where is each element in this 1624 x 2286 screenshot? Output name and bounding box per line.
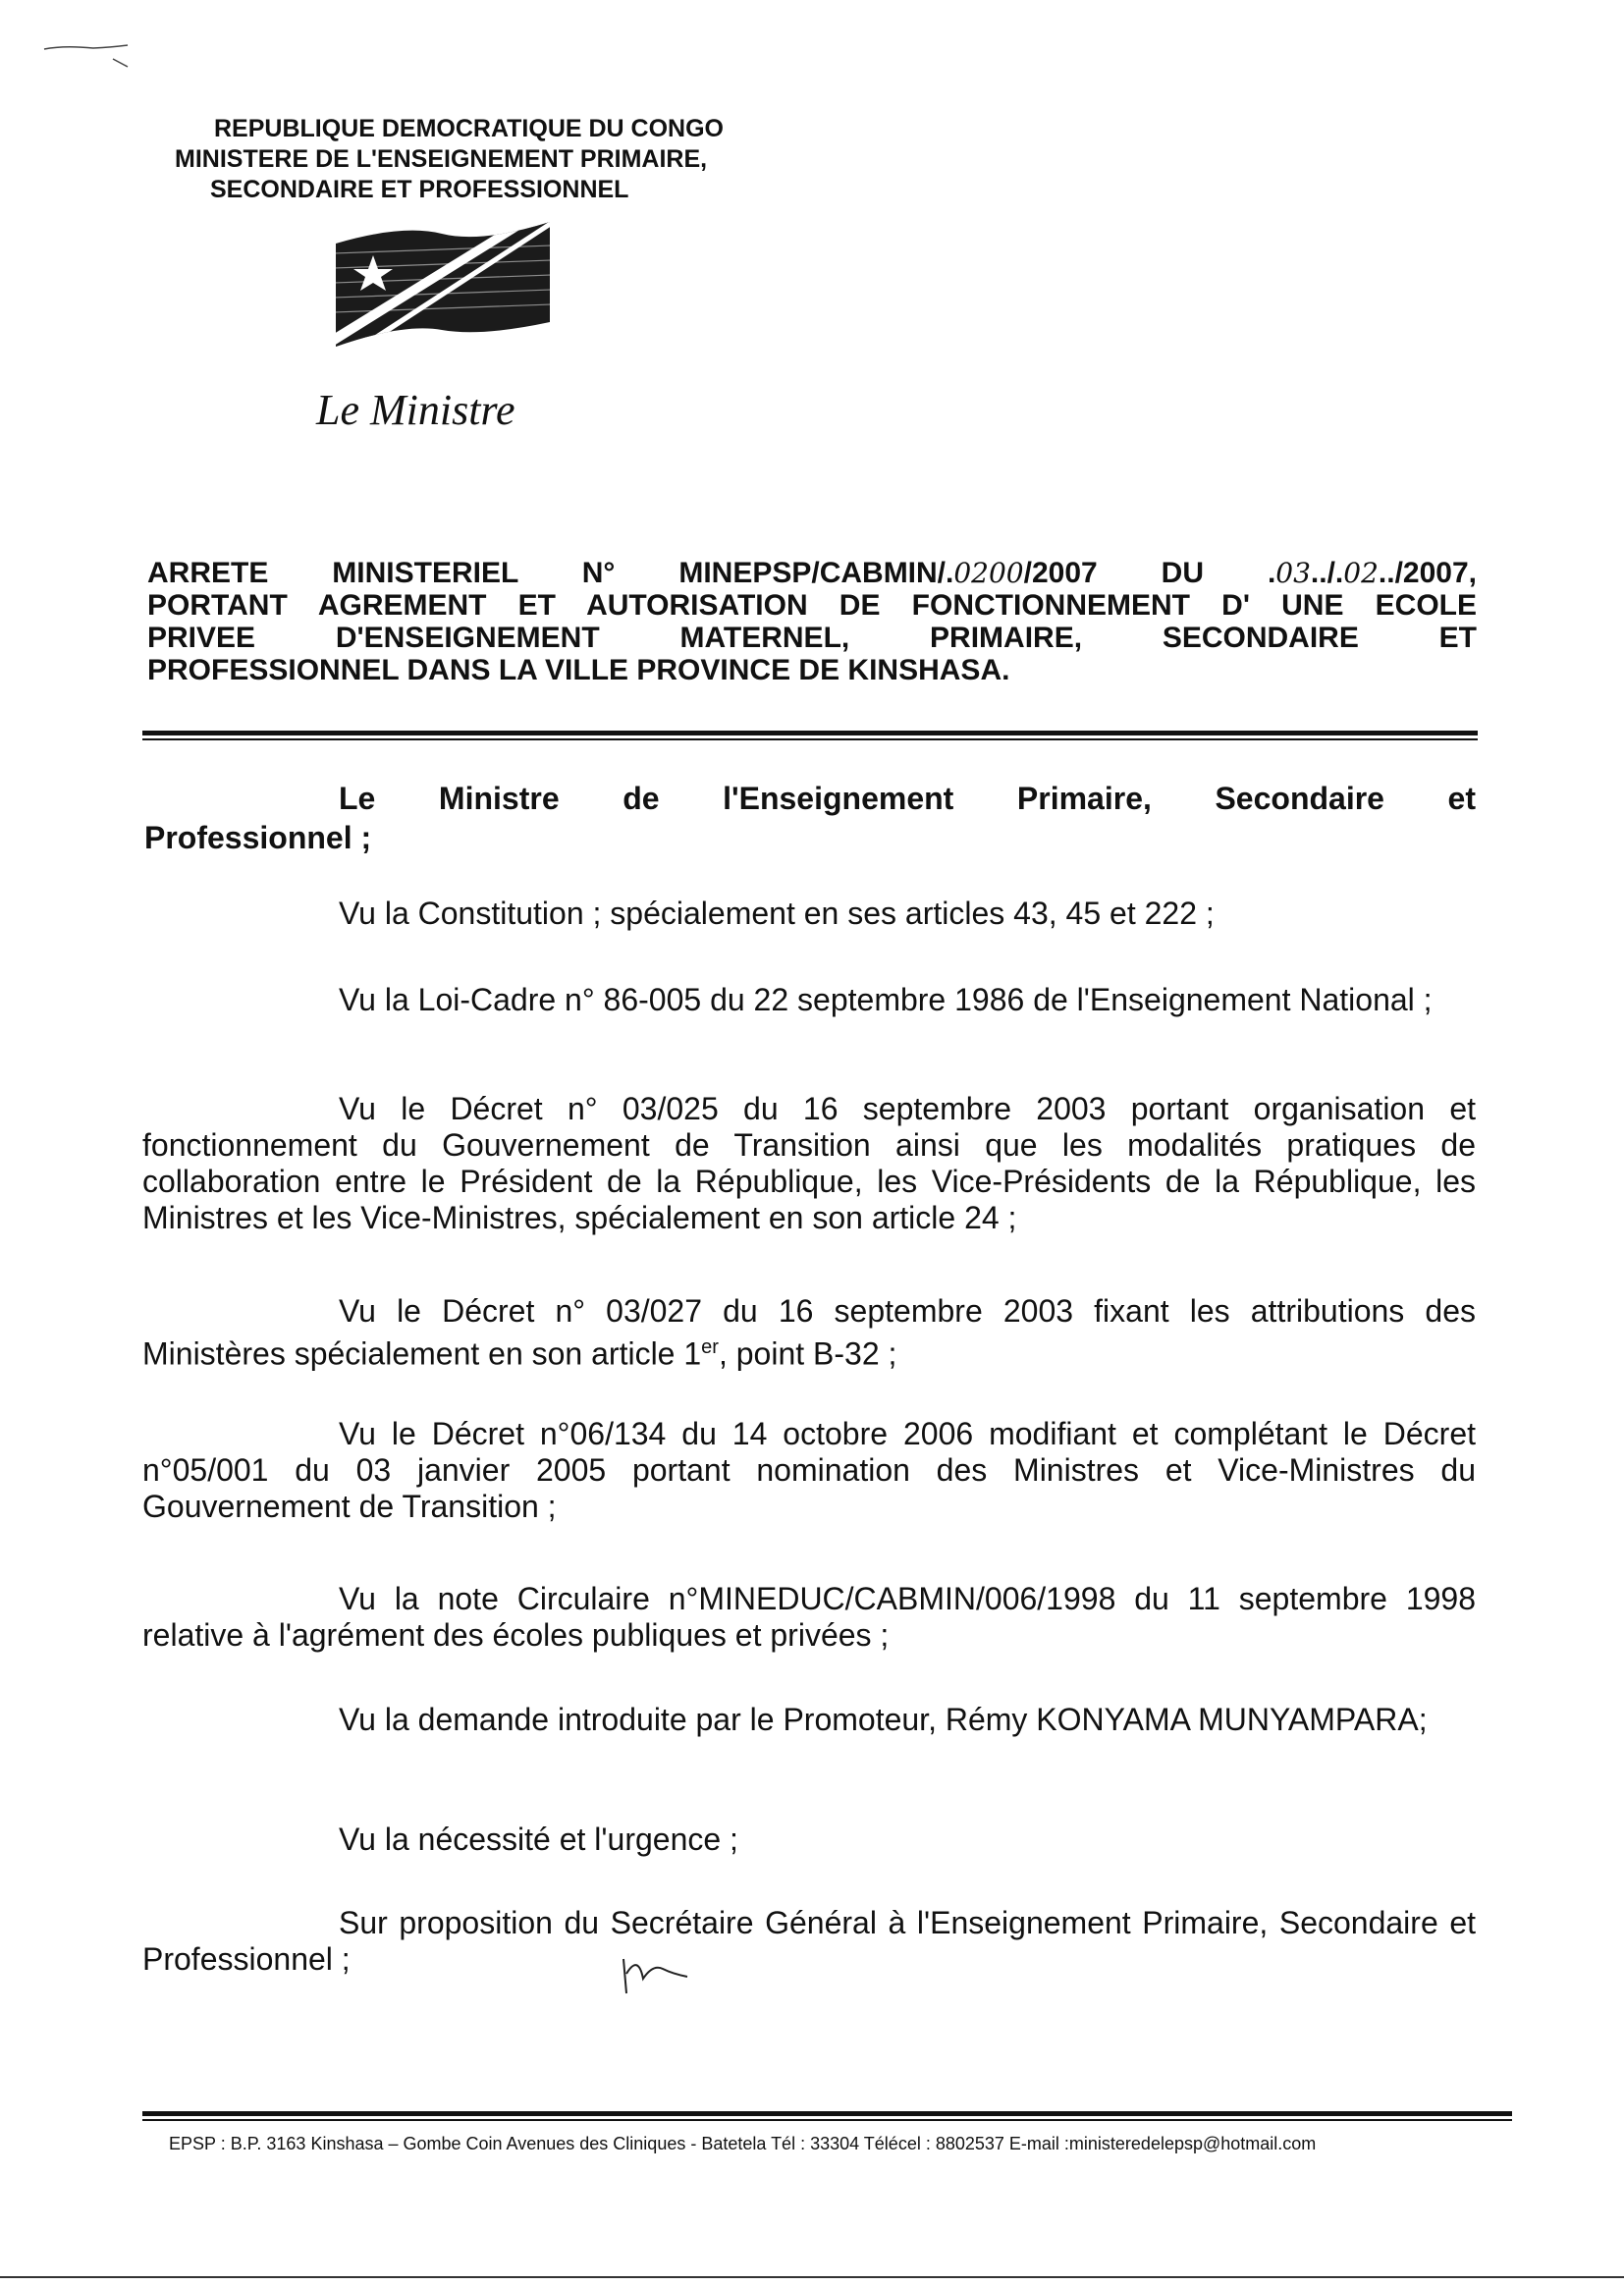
decree-number-suffix: /2007 DU . [1023, 557, 1276, 589]
date-separator: ../. [1310, 557, 1344, 589]
footer-contact: EPSP : B.P. 3163 Kinshasa – Gombe Coin Avenues des Cliniques - Batetela Tél : 33304 Télécel : 8802537 E-mail :ministeredelepsp@hotmail.com [169, 2134, 1317, 2153]
decree-line-1 [147, 557, 1477, 589]
footer-divider-thin [142, 2119, 1512, 2121]
header-department: SECONDAIRE ET PROFESSIONNEL [210, 176, 629, 203]
footer-divider [142, 2111, 1512, 2116]
handwritten-decree-number: 0200 [953, 557, 1024, 589]
header-republic: REPUBLIQUE DEMOCRATIQUE DU CONGO [214, 115, 724, 142]
handwritten-date-month: 02 [1343, 557, 1379, 589]
header-ministry: MINISTERE DE L'ENSEIGNEMENT PRIMAIRE, [175, 145, 708, 173]
paragraph-necessite: Vu la nécessité et l'urgence ; [339, 1822, 738, 1857]
paragraph-decret-06-134: Vu le Décret n°06/134 du 14 octobre 2006 modifiant et complétant le Décret n°05/001 du 03 janvier 2005 portant nomination des Ministres et Vice-Ministres du Gouvernement de Transition ; [142, 1416, 1476, 1524]
scan-mark-icon [34, 39, 142, 79]
handwritten-date-day: 03 [1275, 557, 1311, 589]
decree-line-2: PORTANT AGREMENT ET AUTORISATION DE FONCTIONNEMENT D' UNE ECOLE [147, 589, 1477, 622]
paragraph-decret-03-025: Vu le Décret n° 03/025 du 16 septembre 2003 portant organisation et fonctionnement du Gouvernement de Transition ainsi que les modalités pratiques de collaboration entre le Président de la République, les Vice-Présidents de la République, les Ministres et les Vice-Ministres, spécialement en son article 24 ; [142, 1091, 1476, 1235]
drc-flag-emblem-icon [334, 214, 552, 352]
title-divider [142, 731, 1478, 735]
page-edge [0, 2276, 1624, 2278]
intro-line-1: Le Ministre de l'Enseignement Primaire, Secondaire et [339, 781, 1476, 816]
decree-number-prefix: ARRETE MINISTERIEL N° MINEPSP/CABMIN/. [147, 557, 954, 589]
paragraph-demande: Vu la demande introduite par le Promoteur, Rémy KONYAMA MUNYAMPARA; [339, 1702, 1428, 1737]
paragraph-note-circulaire: Vu la note Circulaire n°MINEDUC/CABMIN/006/1998 du 11 septembre 1998 relative à l'agrément des écoles publiques et privées ; [142, 1581, 1476, 1653]
intro-heading [144, 779, 1476, 857]
date-year: ../2007, [1378, 557, 1477, 589]
minister-title: Le Ministre [316, 386, 515, 434]
title-divider-thin [142, 738, 1478, 740]
ministry-header [175, 114, 862, 205]
paragraph-constitution: Vu la Constitution ; spécialement en ses articles 43, 45 et 222 ; [339, 896, 1215, 931]
paragraph-proposition: Sur proposition du Secrétaire Général à l'Enseignement Primaire, Secondaire et Professionnel ; [142, 1905, 1476, 1977]
decree-line-3: PRIVEE D'ENSEIGNEMENT MATERNEL, PRIMAIRE, SECONDAIRE ET [147, 622, 1477, 654]
decree-title [147, 557, 1477, 686]
initials-scribble-icon [619, 1949, 697, 2003]
paragraph-loi-cadre: Vu la Loi-Cadre n° 86-005 du 22 septembre 1986 de l'Enseignement National ; [339, 982, 1433, 1017]
decree-line-4: PROFESSIONNEL DANS LA VILLE PROVINCE DE KINSHASA. [147, 654, 1010, 686]
intro-line-2: Professionnel ; [144, 820, 372, 855]
paragraph-decret-03-027: Vu le Décret n° 03/027 du 16 septembre 2003 fixant les attributions des Ministères spécialement en son article 1er, point B-32 ; [142, 1293, 1476, 1372]
